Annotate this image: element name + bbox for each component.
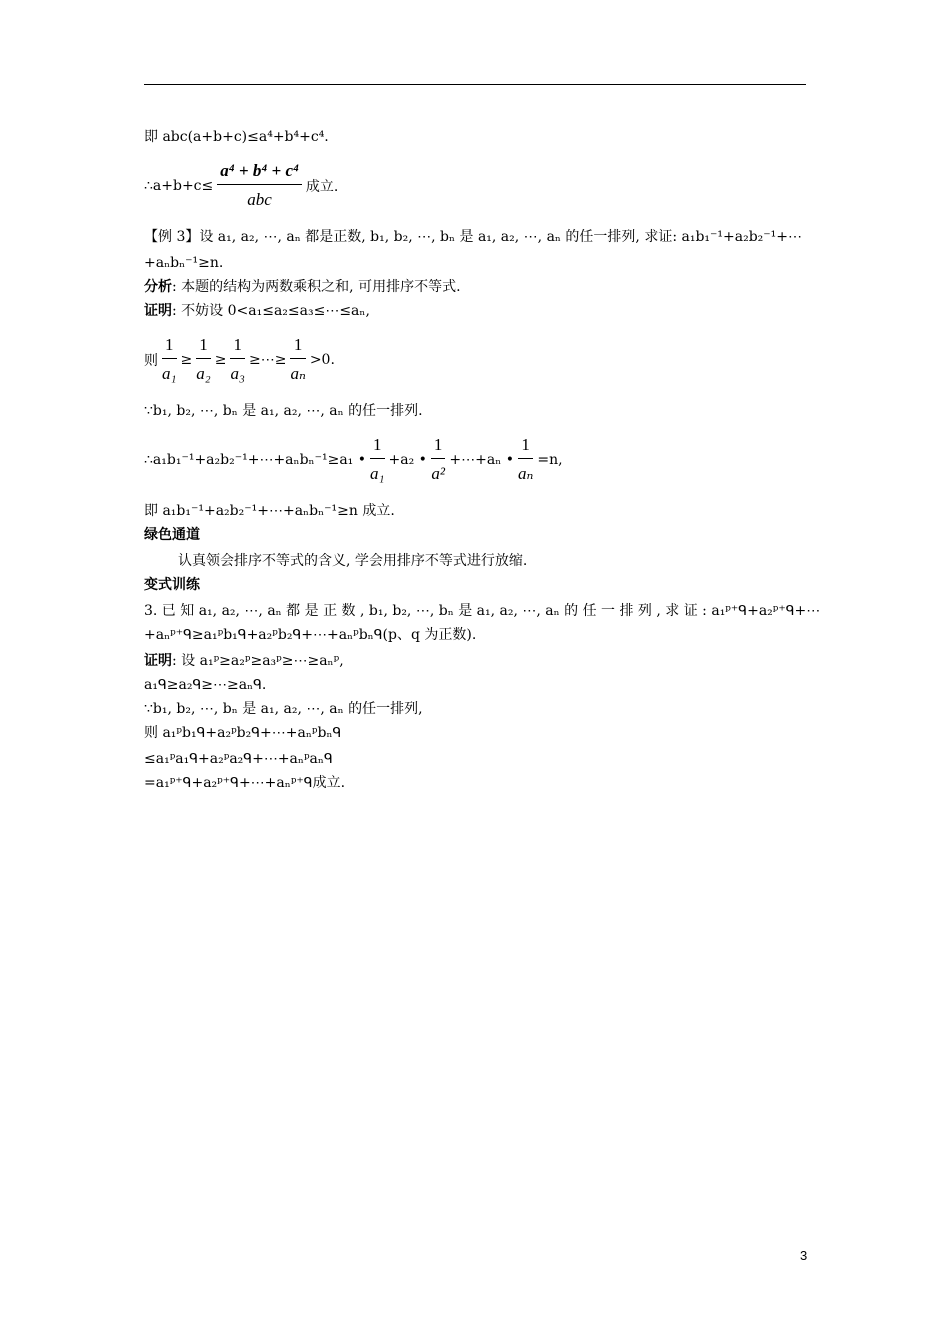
analysis-line (144, 278, 461, 296)
example-3-line-2: +aₙbₙ⁻¹≥n. (144, 255, 224, 271)
line-sum-fraction (144, 160, 338, 211)
proof-text: : 不妨设 0<a₁≤a₂≤a₃≤⋯≤aₙ, (172, 303, 370, 319)
fraction-numerator: 1 (518, 434, 533, 459)
variant-3-line-1: 3. 已 知 a₁, a₂, ⋯, aₙ 都 是 正 数 , b₁, b₂, ⋯, bₙ 是 a₁, a₂, ⋯, aₙ 的 任 一 排 列 , 求 证 : a₁ᵖ⁺ᑫ+a₂ᵖ⁺ᑫ+⋯ (144, 603, 821, 619)
geq-dots: ≥⋯≥ (248, 351, 287, 368)
sum-prefix: ∴a+b+c≤ (144, 177, 214, 194)
analysis-label: 分析 (144, 279, 172, 295)
analysis-text: : 本题的结构为两数乘积之和, 可用排序不等式. (172, 279, 461, 295)
variant-training-title: 变式训练 (144, 577, 200, 593)
fraction-1-over-an (290, 334, 305, 385)
variant-proof-line-6: =a₁ᵖ⁺ᑫ+a₂ᵖ⁺ᑫ+⋯+aₙᵖ⁺ᑫ成立. (144, 775, 346, 791)
fraction-denominator: a₃ (230, 364, 245, 383)
therefore-prefix: ∴a₁b₁⁻¹+a₂b₂⁻¹+⋯+aₙbₙ⁻¹≥a₁ • (144, 451, 366, 468)
fraction-numerator: 1 (196, 334, 211, 359)
conclusion-line: 即 a₁b₁⁻¹+a₂b₂⁻¹+⋯+aₙbₙ⁻¹≥n 成立. (144, 503, 395, 519)
page-number: 3 (800, 1248, 808, 1263)
variant-proof-line-1 (144, 652, 344, 670)
proof-line-1 (144, 302, 370, 320)
fraction-numerator: 1 (431, 434, 446, 459)
variant-proof-line-2: a₁ᑫ≥a₂ᑫ≥⋯≥aₙᑫ. (144, 677, 267, 693)
fraction-denominator: a₁ (162, 364, 177, 383)
fraction-denominator: a₂ (196, 364, 211, 383)
therefore-suffix: =n, (537, 451, 563, 468)
chain-suffix: >0. (309, 351, 335, 368)
chain-prefix: 则 (144, 352, 158, 369)
fraction-denominator: aₙ (517, 464, 534, 483)
fraction-denominator: a₁ (370, 464, 385, 483)
fraction-1-over-a1 (162, 334, 177, 385)
fraction-numerator: 1 (230, 334, 245, 359)
geq-sign: ≥ (214, 351, 227, 368)
example-3-line-1: 【例 3】设 a₁, a₂, ⋯, aₙ 都是正数, b₁, b₂, ⋯, bₙ 是 a₁, a₂, ⋯, aₙ 的任一排列, 求证: a₁b₁⁻¹+a₂b₂⁻¹+⋯ (144, 229, 803, 245)
reciprocal-chain-line (144, 334, 335, 385)
fraction-numerator: a⁴ + b⁴ + c⁴ (217, 160, 302, 185)
plus-dots-an-dot: +⋯+aₙ • (449, 451, 514, 468)
variant-proof-line-5: ≤a₁ᵖa₁ᑫ+a₂ᵖa₂ᑫ+⋯+aₙᵖaₙᑫ (144, 751, 333, 767)
variant-3-line-2: +aₙᵖ⁺ᑫ≥a₁ᵖb₁ᑫ+a₂ᵖb₂ᑫ+⋯+aₙᵖbₙᑫ(p、q 为正数). (144, 627, 477, 643)
fraction-numerator: 1 (290, 334, 305, 359)
sum-suffix: 成立. (305, 178, 339, 195)
fraction-1-over-a2 (196, 334, 211, 385)
proof-label: 证明 (144, 303, 172, 319)
fraction-denominator: a² (431, 464, 445, 483)
fraction-1-over-a-squared (431, 434, 446, 485)
variant-proof-label: 证明 (144, 653, 172, 669)
fraction-1-over-a1 (370, 434, 385, 485)
green-channel-text: 认真领会排序不等式的含义, 学会用排序不等式进行放缩. (178, 553, 528, 569)
plus-a2-dot: +a₂ • (388, 451, 427, 468)
fraction-1-over-a3 (230, 334, 245, 385)
variant-proof-line-3: ∵b₁, b₂, ⋯, bₙ 是 a₁, a₂, ⋯, aₙ 的任一排列, (144, 701, 423, 717)
therefore-sum-line (144, 434, 563, 485)
variant-proof-line-4: 则 a₁ᵖb₁ᑫ+a₂ᵖb₂ᑫ+⋯+aₙᵖbₙᑫ (144, 725, 342, 741)
since-permutation-line: ∵b₁, b₂, ⋯, bₙ 是 a₁, a₂, ⋯, aₙ 的任一排列. (144, 403, 423, 419)
line-abc-inequality: 即 abc(a+b+c)≤a⁴+b⁴+c⁴. (144, 129, 329, 145)
fraction-a4b4c4-over-abc (217, 160, 302, 211)
fraction-denominator: aₙ (290, 364, 306, 383)
geq-sign: ≥ (180, 351, 193, 368)
variant-proof-text: : 设 a₁ᵖ≥a₂ᵖ≥a₃ᵖ≥⋯≥aₙᵖ, (172, 653, 344, 669)
fraction-numerator: 1 (370, 434, 385, 459)
green-channel-title: 绿色通道 (144, 527, 200, 543)
fraction-numerator: 1 (162, 334, 177, 359)
fraction-denominator: abc (247, 190, 272, 209)
fraction-1-over-an (518, 434, 533, 485)
header-rule (144, 84, 806, 85)
